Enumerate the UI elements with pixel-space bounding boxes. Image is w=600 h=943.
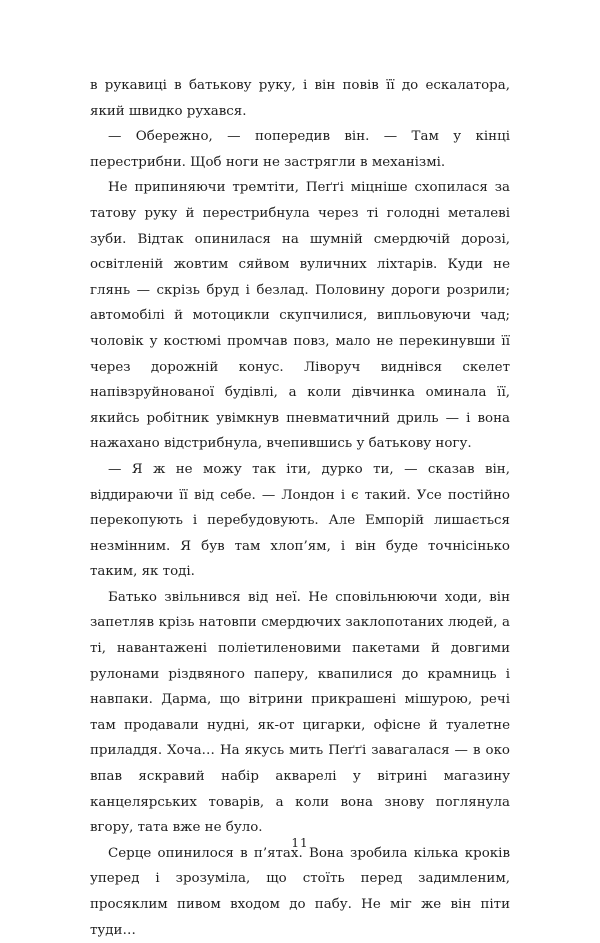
paragraph-dialogue-london: — Я ж не можу так іти, дурко ти, — сказав він, віддираючи її від себе. — Лондон і є такий. Усе постійно перекопують і перебудовують. Але Емпорій лишається незмінним. Я був там хлоп’ям, і він буде точнісінько таким, як тоді.	[90, 461, 510, 580]
body-text	[90, 73, 510, 943]
page-number: 11	[291, 836, 309, 850]
paragraph-street: Не припиняючи тремтіти, Пеґґі міцніше схопилася за татову руку й перестрибнула через ті голодні металеві зуби. Відтак опинилася на шумній смердючій дорозі, освітленій жовтим сяйвом вуличних ліхтарів. Куди не глянь — скрізь бруд і безлад. Половину дороги розрили; автомобілі й мотоцикли скупчилися, випльовуючи чад; чоловік у костюмі промчав повз, мало не перекинувши її через дорожній конус. Ліворуч виднівся скелет напівзруйнованої будівлі, а коли дівчинка оминала її, якийсь робітник увімкнув пневматичний дриль — і вона нажахано відстрибнула, вчепившись у батькову ногу.	[90, 180, 510, 452]
paragraph-continuation: в рукавиці в батькову руку, і він повів її до ескалатора, який швидко рухався.	[90, 78, 510, 119]
paragraph-father-left: Батько звільнився від неї. Не сповільнюючи ходи, він запетляв крізь натовпи смердючих заклопотаних людей, а ті, навантажені поліетиленовими пакетами й довгими рулонами різдвяного паперу, квапилися до крамниць і навпаки. Дарма, що вітрини прикрашені мішурою, речі там продавали нудні, як-от цигарки, офісне й туалетне приладдя. Хоча… На якусь мить Пеґґі завагалася — в око впав яскравий набір акварелі у вітрині магазину канцелярських товарів, а коли вона знову поглянула вгору, тата вже не було.	[90, 589, 510, 836]
paragraph-dialogue-careful: — Обережно, — попередив він. — Там у кінці перестрибни. Щоб ноги не застрягли в механізмі.	[90, 129, 510, 170]
paragraph-pub: Серце опинилося в п’ятах. Вона зробила кілька кроків уперед і зрозуміла, що стоїть перед задимленим, просяклим пивом входом до пабу. Не міг же він піти туди…	[90, 845, 510, 938]
